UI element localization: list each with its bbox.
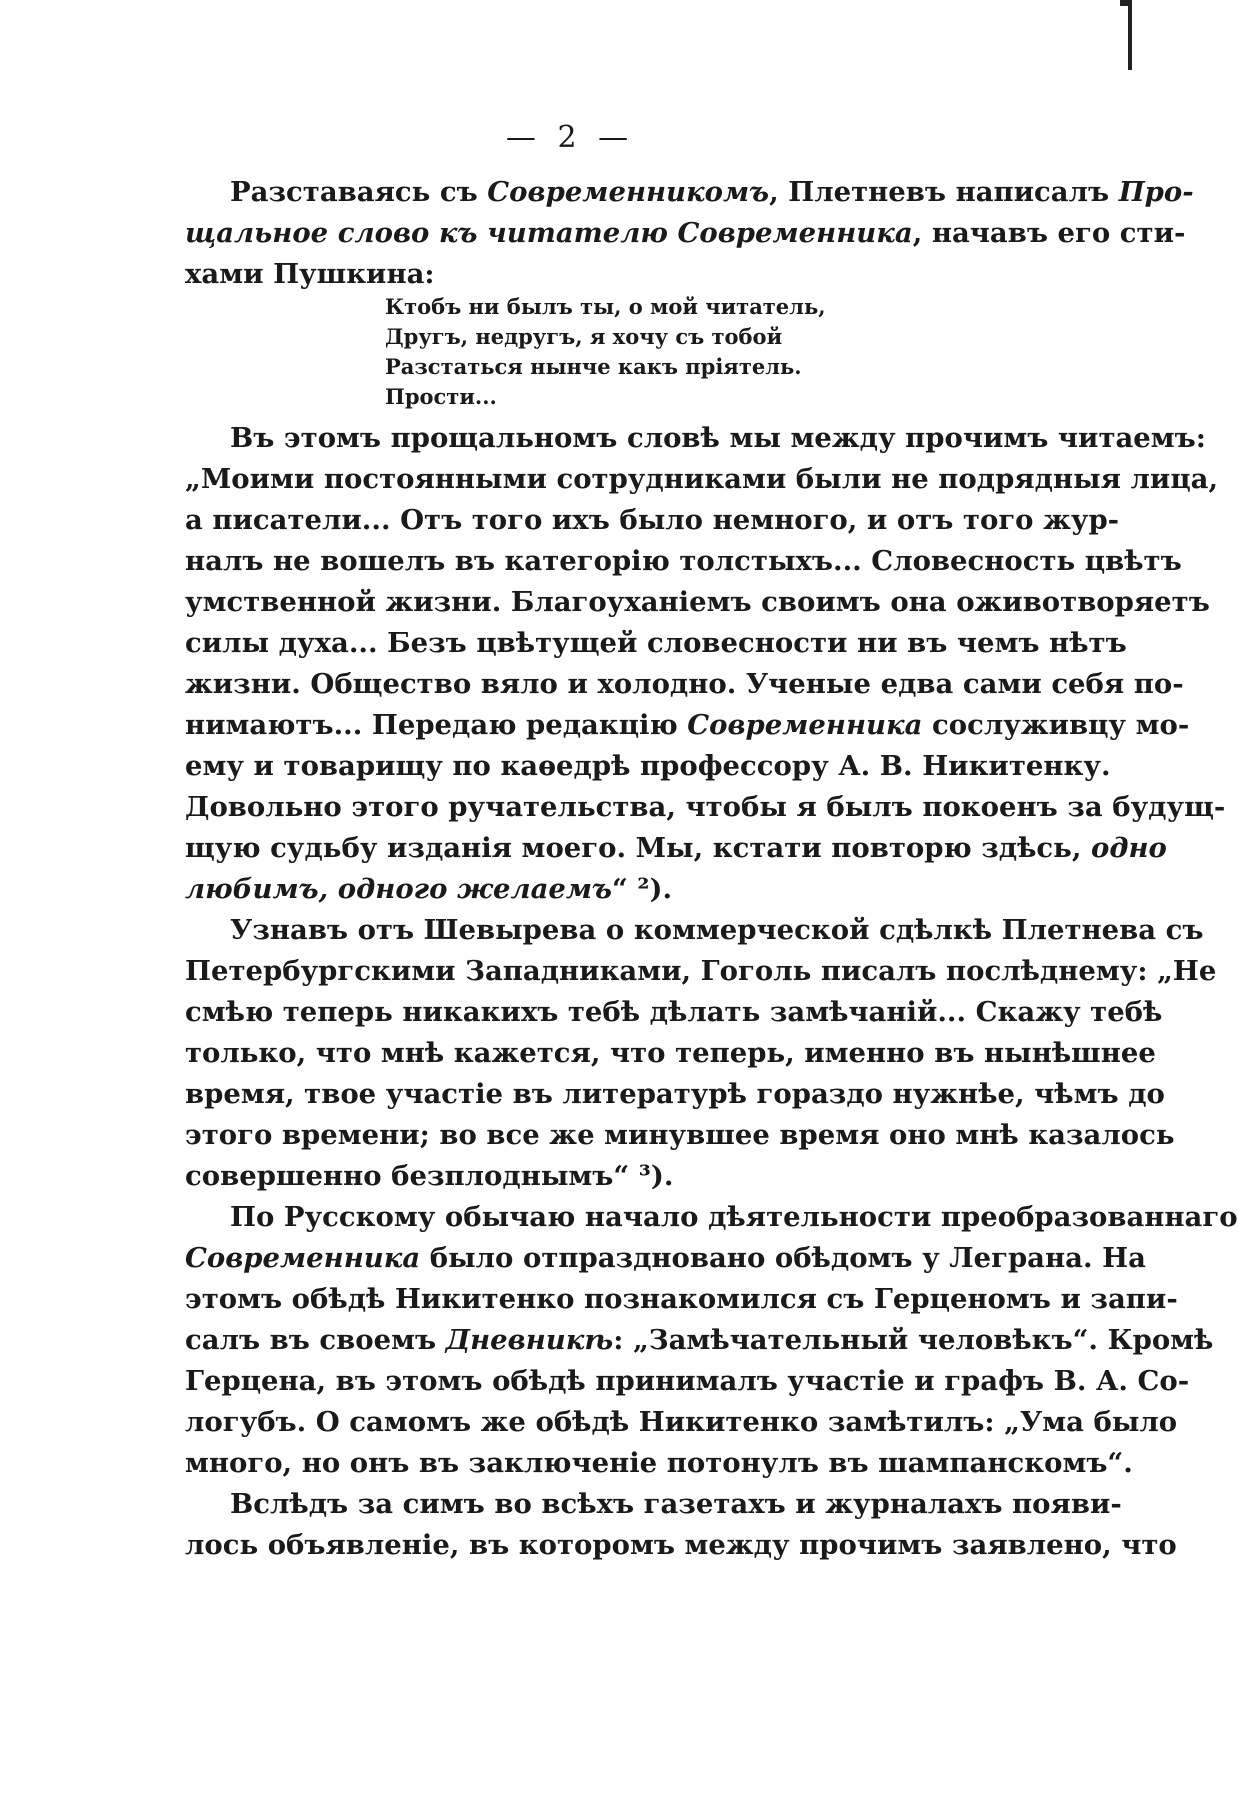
text-line: [185, 1033, 1156, 1074]
text-run: сослуживцу мо-: [922, 709, 1190, 741]
text-run: лось объявленіе, въ которомъ между прочимъ заявлено, что: [185, 1529, 1177, 1561]
text-line: [185, 623, 1127, 664]
text-line: [185, 705, 1190, 746]
text-run: время, твое участіе въ литературѣ гораздо нужнѣе, чѣмъ до: [185, 1078, 1165, 1110]
text-line: [185, 1320, 1214, 1361]
text-line: [185, 541, 1182, 582]
text-run: Въ этомъ прощальномъ словѣ мы между прочимъ читаемъ:: [230, 422, 1206, 454]
page-number: — 2 —: [505, 120, 635, 155]
text-line: [185, 951, 1217, 992]
text-line: [185, 787, 1226, 828]
text-line: [185, 1361, 1190, 1402]
text-run: салъ въ своемъ: [185, 1324, 446, 1356]
body-text: [185, 418, 1238, 1566]
text-run: совершенно безплоднымъ“ ³).: [185, 1160, 674, 1192]
text-line: [185, 254, 1025, 295]
text-run: , начавъ его сти-: [912, 217, 1186, 249]
text-run: хами Пушкина:: [185, 258, 435, 290]
text-run: Герцена, въ этомъ обѣдѣ принималъ участіе и графъ В. А. Со-: [185, 1365, 1190, 1397]
text-run: было отпраздновано обѣдомъ у Леграна. На: [420, 1242, 1146, 1274]
text-run: этомъ обѣдѣ Никитенко познакомился съ Герценомъ и запи-: [185, 1283, 1178, 1315]
text-line: [185, 828, 1167, 869]
italic-text: Современникомъ: [487, 176, 770, 208]
text-run: логубъ. О самомъ же обѣдѣ Никитенко замѣтилъ: „Ума было: [185, 1406, 1178, 1438]
text-line: [185, 459, 1219, 500]
text-run: , Плетневъ написалъ: [769, 176, 1119, 208]
intro-paragraph: [185, 172, 1194, 295]
text-line: [185, 1074, 1165, 1115]
text-run: ему и товарищу по каѳедрѣ профессору А. В. Никитенку.: [185, 750, 1111, 782]
text-run: только, что мнѣ кажется, что теперь, именно въ нынѣшнее: [185, 1037, 1156, 1069]
text-run: жизни. Общество вяло и холодно. Ученые едва сами себя по-: [185, 668, 1184, 700]
italic-text: Дневникѣ: [445, 1324, 614, 1356]
text-run: щую судьбу изданія моего. Мы, кстати повторю здѣсь,: [185, 832, 1091, 864]
verse-line: Другъ, недругъ, я хочу съ тобой: [385, 324, 783, 349]
text-line: [185, 1115, 1175, 1156]
text-line: [185, 500, 1120, 541]
text-line: [185, 213, 1186, 254]
text-run: “ ²).: [612, 873, 673, 905]
text-run: этого времени; во все же минувшее время оно мнѣ казалось: [185, 1119, 1175, 1151]
text-run: : „Замѣчательный человѣкъ“. Кромѣ: [613, 1324, 1214, 1356]
verse-line: Ктобъ ни былъ ты, о мой читатель,: [385, 294, 826, 319]
text-line: [185, 1279, 1178, 1320]
scan-edge-mark: [1120, 0, 1130, 6]
text-run: По Русскому обычаю начало дѣятельности преобразованнаго: [230, 1201, 1238, 1233]
text-line: [185, 1156, 1025, 1197]
text-run: Петербургскими Западниками, Гоголь писалъ послѣднему: „Не: [185, 955, 1217, 987]
italic-text: одно: [1090, 832, 1167, 864]
text-line: [185, 1238, 1146, 1279]
text-run: а писатели... Отъ того ихъ было немного, и отъ того жур-: [185, 504, 1120, 536]
text-run: много, но онъ въ заключеніе потонулъ въ шампанскомъ“.: [185, 1447, 1133, 1479]
text-run: умственной жизни. Благоуханіемъ своимъ она оживотворяетъ: [185, 586, 1210, 618]
text-line: [185, 664, 1184, 705]
text-line: [185, 869, 1025, 910]
italic-text: Современника: [687, 709, 923, 741]
text-line: [185, 1484, 1122, 1525]
text-run: смѣю теперь никакихъ тебѣ дѣлать замѣчаній... Скажу тебѣ: [185, 996, 1163, 1028]
text-run: силы духа... Безъ цвѣтущей словесности ни въ чемъ нѣтъ: [185, 627, 1127, 659]
text-run: Разставаясь съ: [230, 176, 488, 208]
text-run: Довольно этого ручательства, чтобы я былъ покоенъ за будущ-: [185, 791, 1226, 823]
verse-line: Разстаться нынче какъ пріятель.: [385, 354, 802, 379]
verse-line: Прости...: [385, 384, 497, 409]
text-line: [185, 992, 1163, 1033]
text-run: налъ не вошелъ въ категорію толстыхъ... Словесность цвѣтъ: [185, 545, 1182, 577]
text-line: [185, 910, 1204, 951]
text-line: [185, 1443, 1133, 1484]
text-line: [185, 418, 1206, 459]
text-run: Вслѣдъ за симъ во всѣхъ газетахъ и журналахъ появи-: [230, 1488, 1122, 1520]
text-line: [185, 1197, 1238, 1238]
text-run: нимаютъ... Передаю редакцію: [185, 709, 688, 741]
italic-text: Про-: [1118, 176, 1194, 208]
italic-text: любимъ, одного желаемъ: [185, 873, 613, 905]
text-line: [185, 172, 1194, 213]
text-line: [185, 1402, 1178, 1443]
text-line: [185, 582, 1210, 623]
italic-text: Современника: [185, 1242, 421, 1274]
text-run: „Моими постоянными сотрудниками были не подрядныя лица,: [185, 463, 1219, 495]
pushkin-verse: [385, 292, 826, 412]
text-line: [185, 1525, 1177, 1566]
text-run: Узнавъ отъ Шевырева о коммерческой сдѣлкѣ Плетнева съ: [230, 914, 1204, 946]
text-line: [185, 746, 1111, 787]
italic-text: щальное слово къ читателю Современника: [185, 217, 913, 249]
scan-edge-mark: [1128, 0, 1132, 70]
